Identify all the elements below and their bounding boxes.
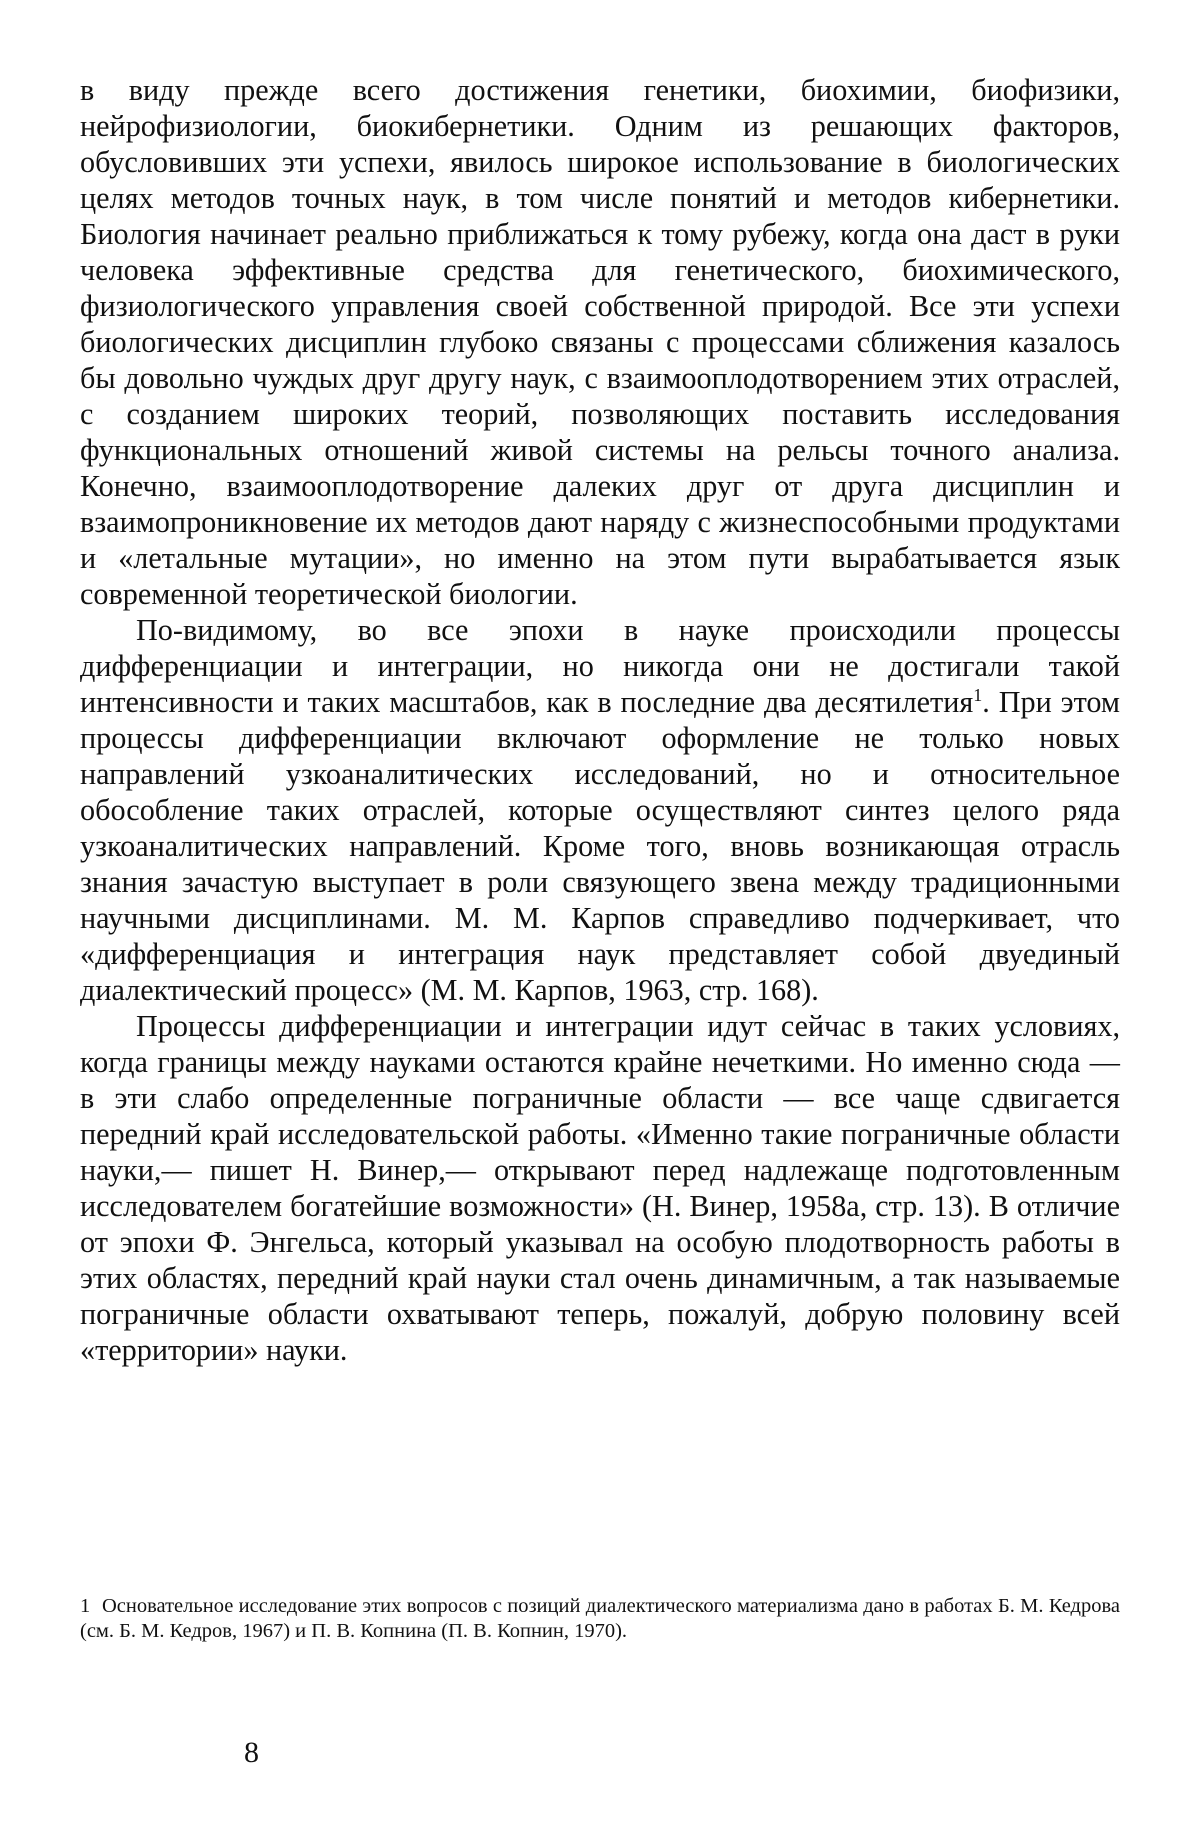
- footnote-text: Основательное исследование этих вопросов с позиций диалектического материализма дано в работах Б. М. Кедрова (см. Б. М. Кедров, 1967) и П. В. Копнина (П. В. Копнин, 1970).: [80, 1595, 1120, 1642]
- footnote-mark: 1: [80, 1595, 91, 1617]
- paragraph-text-after-footnote: . При этом процессы дифференциации включают оформление не только новых направлений узкоаналитических исследований, но и относительное обособление таких отраслей, которые осуществляют синтез целого ряда узкоаналитических направлений. Кроме того, вновь возникающая отрасль знания зачастую выступает в роли связующего звена между традиционными научными дисциплинами. М. М. Карпов справедливо подчеркивает, что «дифференциация и интеграция наук представляет собой двуединый диалектический процесс» (М. М. Карпов, 1963, стр. 168).: [80, 685, 1120, 1007]
- footnote-reference: 1: [973, 684, 983, 705]
- footnote: [80, 1594, 1120, 1644]
- paragraph-boundary-areas: Процессы дифференциации и интеграции идут сейчас в таких условиях, когда границы между науками остаются крайне нечеткими. Но именно сюда — в эти слабо определенные пограничные области — все чаще сдвигается передний край исследовательской работы. «Именно такие пограничные области науки,— пишет Н. Винер,— открывают перед надлежаще подготовленным исследователем богатейшие возможности» (Н. Винер, 1958а, стр. 13). В отличие от эпохи Ф. Энгельса, который указывал на особую плодотворность работы в этих областях, передний край науки стал очень динамичным, а так называемые пограничные области охватывают теперь, пожалуй, добрую половину всей «территории» науки.: [80, 1009, 1120, 1367]
- page-number: 8: [244, 1736, 259, 1769]
- paragraph-differentiation: [80, 612, 1120, 1008]
- paragraph-text-before-footnote: По-видимому, во все эпохи в науке происходили процессы дифференциации и интеграции, но никогда они не достигали такой интенсивности и таких масштабов, как в последние два десятилетия: [80, 613, 1120, 719]
- page-body: [80, 72, 1120, 1368]
- paragraph-continuation: в виду прежде всего достижения генетики, биохимии, биофизики, нейрофизиологии, биокибернетики. Одним из решающих факторов, обусловивших эти успехи, явилось широкое использование в биологических целях методов точных наук, в том числе понятий и методов кибернетики. Биология начинает реально приближаться к тому рубежу, когда она даст в руки человека эффективные средства для генетического, биохимического, физиологического управления своей собственной природой. Все эти успехи биологических дисциплин глубоко связаны с процессами сближения казалось бы довольно чуждых друг другу наук, с взаимооплодотворением этих отраслей, с созданием широких теорий, позволяющих поставить исследования функциональных отношений живой системы на рельсы точного анализа. Конечно, взаимооплодотворение далеких друг от друга дисциплин и взаимопроникновение их методов дают наряду с жизнеспособными продуктами и «летальные мутации», но именно на этом пути вырабатывается язык современной теоретической биологии.: [80, 73, 1120, 611]
